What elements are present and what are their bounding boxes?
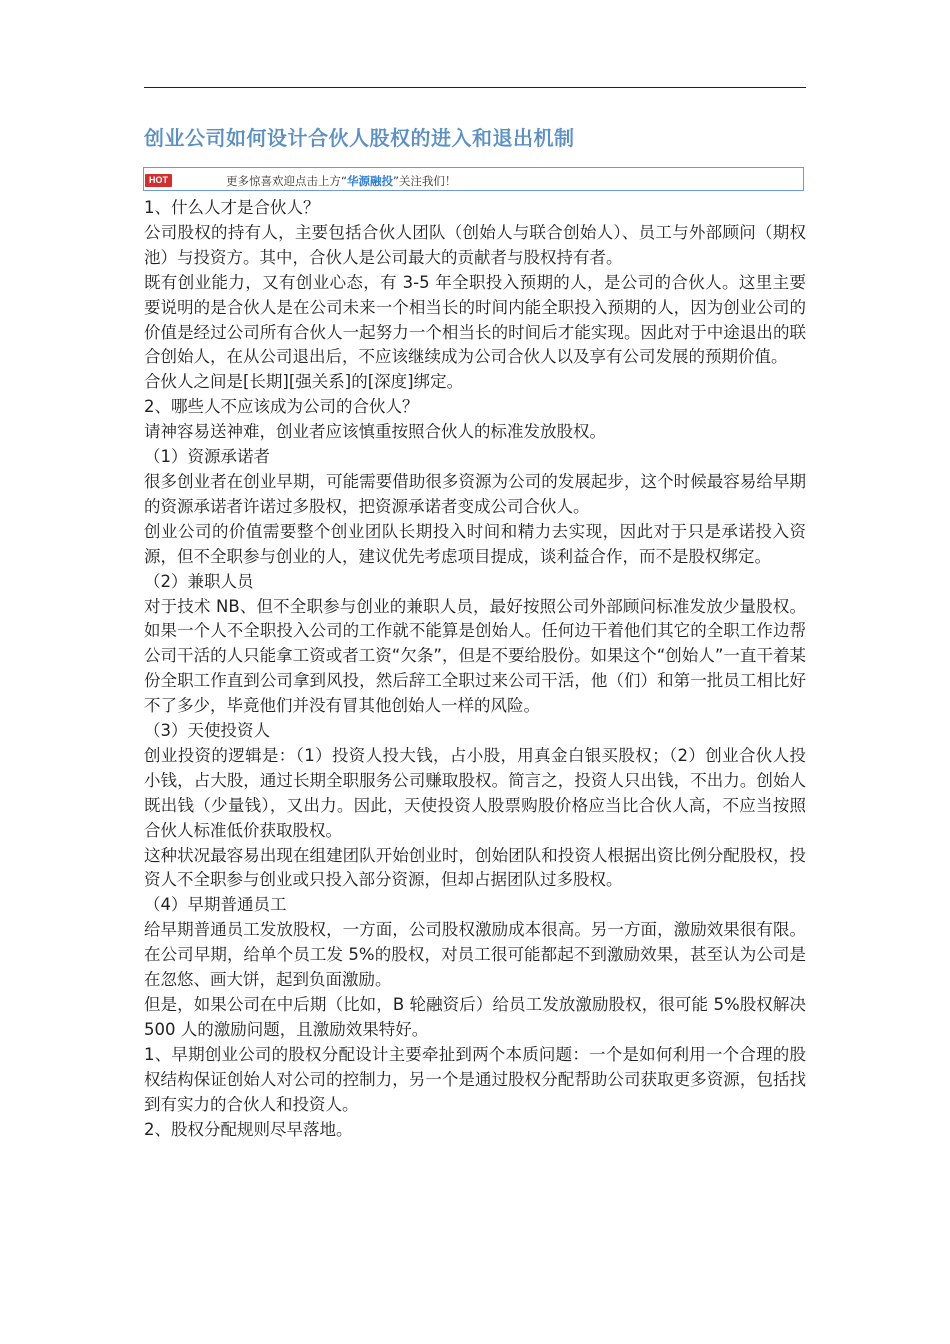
paragraph: 1、早期创业公司的股权分配设计主要牵扯到两个本质问题：一个是如何利用一个合理的股权结构保证创始人对公司的控制力，另一个是通过股权分配帮助公司获取更多资源，包括找到有实力的合伙人和投资人。 bbox=[144, 1044, 806, 1114]
header-rule bbox=[144, 87, 806, 88]
paragraph: 公司股权的持有人，主要包括合伙人团队（创始人与联合创始人）、员工与外部顾问（期权池）与投资方。其中，合伙人是公司最大的贡献者与股权持有者。 bbox=[144, 222, 806, 267]
paragraph: 2、股权分配规则尽早落地。 bbox=[144, 1119, 353, 1139]
paragraph: 很多创业者在创业早期，可能需要借助很多资源为公司的发展起步，这个时候最容易给早期的资源承诺者许诺过多股权，把资源承诺者变成公司合伙人。 bbox=[144, 471, 806, 516]
paragraph: 给早期普通员工发放股权，一方面，公司股权激励成本很高。另一方面，激励效果很有限。在公司早期，给单个员工发 5%的股权，对员工很可能都起不到激励效果，甚至认为公司是在忽悠、画大饼，起到负面激励。 bbox=[144, 920, 806, 990]
subheading-angel-investor: （3）天使投资人 bbox=[144, 721, 270, 741]
document-title: 创业公司如何设计合伙人股权的进入和退出机制 bbox=[144, 126, 575, 150]
section-heading-1: 1、什么人才是合伙人？ bbox=[144, 198, 320, 217]
paragraph: 但是，如果公司在中后期（比如，B 轮融资后）给员工发放激励股权，很可能 5%股权解决 500 人的激励问题，且激励效果特好。 bbox=[144, 995, 806, 1039]
banner-text bbox=[226, 173, 456, 189]
paragraph: 创业投资的逻辑是：（1）投资人投大钱，占小股，用真金白银买股权；（2）创业合伙人投小钱，占大股，通过长期全职服务公司赚取股权。简言之，投资人只出钱，不出力。创始人既出钱（少量钱），又出力。因此，天使投资人股票购股价格应当比合伙人高，不应当按照合伙人标准低价获取股权。 bbox=[144, 745, 806, 840]
paragraph: 请神容易送神难，创业者应该慎重按照合伙人的标准发放股权。 bbox=[144, 422, 606, 442]
promo-banner[interactable] bbox=[143, 167, 804, 191]
paragraph: 既有创业能力，又有创业心态，有 3-5 年全职投入预期的人，是公司的合伙人。这里主要要说明的是合伙人是在公司未来一个相当长的时间内能全职投入预期的人，因为创业公司的价值是经过公司所有合伙人一起努力一个相当长的时间后才能实现。因此对于中途退出的联合创始人，在从公司退出后，不应该继续成为公司合伙人以及享有公司发展的预期价值。 bbox=[144, 272, 806, 367]
subheading-part-time-staff: （2）兼职人员 bbox=[144, 571, 254, 591]
subheading-early-employee: （4）早期普通员工 bbox=[144, 895, 287, 915]
paragraph: 这种状况最容易出现在组建团队开始创业时，创始团队和投资人根据出资比例分配股权，投资人不全职参与创业或只投入部分资源，但却占据团队过多股权。 bbox=[144, 845, 806, 890]
paragraph: 创业公司的价值需要整个创业团队长期投入时间和精力去实现，因此对于只是承诺投入资源，但不全职参与创业的人，建议优先考虑项目提成，谈利益合作，而不是股权绑定。 bbox=[144, 521, 806, 566]
paragraph: 对于技术 NB、但不全职参与创业的兼职人员，最好按照公司外部顾问标准发放少量股权。如果一个人不全职投入公司的工作就不能算是创始人。任何边干着他们其它的全职工作边帮公司干活的人只能拿工资或者工资“欠条”，但是不要给股份。如果这个“创始人”一直干着某份全职工作直到公司拿到风投，然后辞工全职过来公司干活，他（们）和第一批员工相比好不了多少，毕竟他们并没有冒其他创始人一样的风险。 bbox=[144, 596, 806, 716]
banner-prefix: 更多惊喜欢迎点击上方“ bbox=[226, 174, 347, 188]
subheading-resource-promiser: （1）资源承诺者 bbox=[144, 447, 270, 467]
article-body bbox=[144, 196, 806, 1142]
section-heading-2: 2、哪些人不应该成为公司的合伙人？ bbox=[144, 397, 419, 417]
paragraph: 合伙人之间是[长期][强关系]的[深度]绑定。 bbox=[144, 372, 464, 392]
hot-badge-icon: HOT bbox=[145, 174, 172, 187]
banner-brand-link[interactable]: 华源融投 bbox=[346, 174, 393, 188]
banner-suffix: ”关注我们！ bbox=[392, 174, 457, 188]
